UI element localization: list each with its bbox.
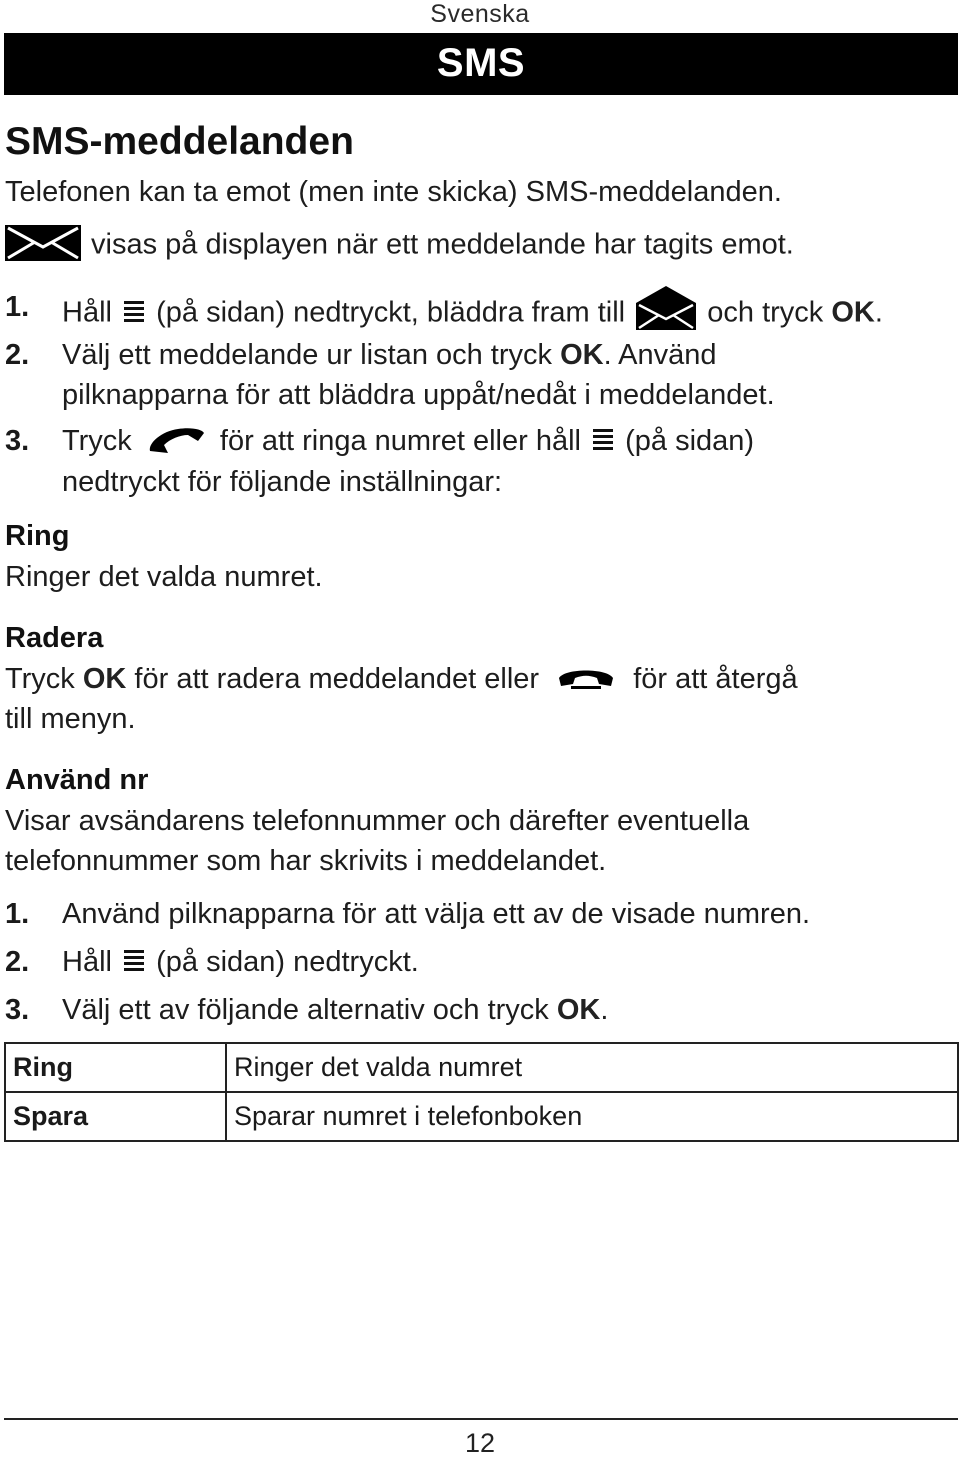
step-2-part-b: . Använd [603, 339, 717, 371]
envelope-icon [5, 225, 81, 261]
radera-part-c: för att återgå [633, 663, 798, 695]
radera-line-2: till menyn. [5, 703, 136, 735]
radera-part-b: för att radera meddelandet eller [134, 663, 540, 695]
anvand-step-1-text: Använd pilknapparna för att välja ett av de visade numren. [62, 898, 811, 930]
anvand-heading: Använd nr [5, 764, 149, 796]
table-row [5, 1043, 958, 1092]
footer-divider [4, 1418, 958, 1420]
open-envelope-icon [635, 285, 697, 331]
intro-line-2-text: visas på displayen när ett meddelande har tagits emot. [91, 228, 794, 261]
option-key: Ring [5, 1043, 226, 1092]
anvand-step-3-part-a: Välj ett av följande alternativ och tryck [62, 994, 549, 1026]
anvand-step-2-part-b: (på sidan) nedtryckt. [156, 946, 419, 978]
menu-button-icon [122, 299, 146, 325]
anvand-step-2-part-a: Håll [62, 946, 112, 978]
intro-line-1: Telefonen kan ta emot (men inte skicka) SMS-meddelanden. [5, 176, 782, 208]
menu-button-icon [591, 427, 615, 453]
intro-line-2 [5, 228, 794, 264]
step-3-text [62, 425, 754, 458]
ok-key-label: OK [560, 339, 604, 371]
page-heading: SMS-meddelanden [5, 120, 354, 163]
step-3-part-b: för att ringa numret eller håll [219, 425, 581, 457]
section-title: SMS [436, 41, 526, 85]
radera-text [5, 663, 798, 696]
step-1-end: . [874, 296, 883, 329]
step-1-text [62, 291, 883, 337]
step-1-number: 1. [5, 291, 30, 323]
option-value: Sparar numret i telefonboken [226, 1092, 958, 1141]
option-key: Spara [5, 1092, 226, 1141]
menu-button-icon [122, 948, 146, 974]
call-handset-icon [144, 425, 208, 455]
radera-heading: Radera [5, 622, 104, 654]
step-3-number: 3. [5, 425, 30, 457]
step-2-number: 2. [5, 339, 30, 371]
ring-heading: Ring [5, 520, 70, 552]
anvand-step-3-end: . [600, 994, 609, 1026]
anvand-step-3-number: 3. [5, 994, 30, 1026]
anvand-line-1: Visar avsändarens telefonnummer och därefter eventuella [5, 805, 750, 837]
ok-key-label: OK [82, 663, 127, 695]
language-label: Svenska [430, 0, 530, 28]
page-number: 12 [464, 1428, 496, 1458]
option-value: Ringer det valda numret [226, 1043, 958, 1092]
step-1-part-c: och tryck [707, 296, 824, 329]
radera-part-a: Tryck [5, 663, 75, 695]
step-3-line-2: nedtryckt för följande inställningar: [62, 466, 503, 498]
step-2-line-2: pilknapparna för att bläddra uppåt/nedåt i meddelandet. [62, 379, 775, 411]
anvand-line-2: telefonnummer som har skrivits i meddelandet. [5, 845, 607, 877]
table-row [5, 1092, 958, 1141]
step-2-part-a: Välj ett meddelande ur listan och tryck [62, 339, 553, 371]
options-table [4, 1042, 959, 1142]
step-3-part-c: (på sidan) [625, 425, 755, 457]
anvand-step-2-number: 2. [5, 946, 30, 978]
section-banner [4, 33, 958, 95]
anvand-step-2-text [62, 946, 419, 979]
anvand-step-3-text [62, 994, 608, 1027]
anvand-step-1-number: 1. [5, 898, 30, 930]
step-3-part-a: Tryck [62, 425, 132, 457]
hangup-handset-icon [555, 664, 617, 692]
ok-key-label: OK [556, 994, 601, 1026]
ok-key-label: OK [831, 296, 875, 329]
step-1-part-b: (på sidan) nedtryckt, bläddra fram till [156, 296, 626, 329]
ring-text: Ringer det valda numret. [5, 561, 323, 593]
step-2-text [62, 339, 716, 372]
step-1-part-a: Håll [62, 296, 112, 329]
